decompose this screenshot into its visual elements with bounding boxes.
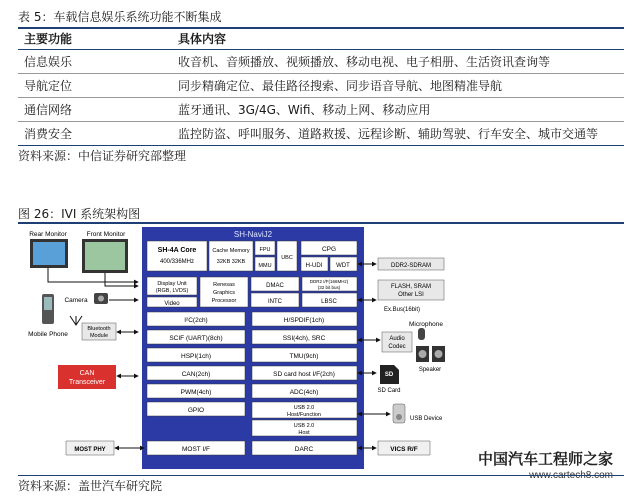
display-unit-label: Display Unit [157,281,187,287]
audio-codec-line-1: Audio [389,336,405,342]
table-source: 资料来源：中信证券研究部整理 [18,149,187,163]
most-if-label: MOST I/F [181,446,211,453]
speaker-cone-icon [419,350,427,358]
audio-codec-line-2: Codec [388,344,406,350]
mobile-phone-screen [44,297,52,310]
peripheral-label: SCIF (UART)(8ch) [169,335,223,342]
figure-caption: 图 26：IVI 系统架构图 [18,207,141,221]
table-cell: 导航定位 [18,73,172,97]
usb-device-icon [393,404,405,423]
usb-function-line-1: USB 2.0 [293,405,315,411]
peripheral-label: HSPI(1ch) [181,353,211,360]
usb-host-line-1: USB 2.0 [293,423,315,429]
lbsc-label: LBSC [321,299,337,305]
mmu-label: MMU [258,263,272,269]
usb-function-line-2: Host/Function [287,412,321,418]
fpu-label: FPU [259,247,271,253]
table-row [18,97,624,121]
table-cell: 信息娱乐 [18,49,172,73]
display-unit-sub: (RGB, LVDS) [155,288,189,294]
flash-line-1: FLASH, SRAM [390,284,432,290]
cache-block [209,241,253,271]
table-row [18,49,624,73]
exbus-label: Ex.Bus(16bit) [384,307,421,313]
sd-card-text: SD [384,372,394,378]
peripheral-label: I²C(2ch) [184,317,208,324]
vics-label: VICS R/F [390,446,418,453]
front-monitor-screen [85,242,125,270]
table-row [18,73,624,97]
intc-label: INTC [268,299,282,305]
core-freq: 400/336MHz [159,259,195,265]
bluetooth-line-2: Module [89,333,109,339]
table-cell: 通信网络 [18,97,172,121]
peripheral-label: TMU(9ch) [289,353,319,360]
sd-card-label: SD Card [377,388,401,394]
table-cell: 监控防盗、呼叫服务、道路救援、远程诊断、辅助驾驶、行车安全、城市交通等 [172,121,624,145]
microphone-icon [418,328,425,340]
usb-host-line-2: Host [298,430,310,436]
peripheral-label: PWM(4ch) [180,389,212,396]
table-row [18,121,624,145]
table-caption: 表 5：车载信息娱乐系统功能不断集成 [18,10,222,24]
peripheral-label: ADC(4ch) [289,389,319,396]
renesas-line-2: Graphics [212,290,236,296]
can-transceiver-line-2: Transceiver [68,379,106,386]
wdt-label: WDT [336,263,350,269]
table-header-cell: 主要功能 [18,28,172,49]
microphone-label: Microphone [409,321,443,328]
rear-monitor-label: Rear Monitor [29,231,67,238]
cache-size: 32KB 32KB [216,259,246,265]
rear-monitor-screen [33,242,65,265]
usb-device-wheel-icon [396,414,402,420]
table-cell: 收音机、音频播放、视频播放、移动电视、电子相册、生活资讯查询等 [172,49,624,73]
ddr-if-sub: (32 bit bus) [317,285,341,290]
cache-label: Cache Memory [212,248,250,254]
camera-label: Camera [64,297,88,304]
renesas-line-3: Processor [211,298,237,304]
figure-bottom-rule [18,475,624,476]
peripheral-label: SD card host I/F(2ch) [273,371,335,378]
watermark-logo: 中国汽车工程师之家 [477,451,613,468]
function-table [18,27,624,146]
peripheral-label: CAN(2ch) [181,371,211,378]
front-monitor-connector [105,273,138,286]
peripheral-label: GPIO [187,407,205,414]
antenna-icon [70,316,82,325]
hudi-label: H-UDI [305,263,323,269]
table-cell: 消费安全 [18,121,172,145]
table-header-cell: 具体内容 [172,28,624,49]
core-block [147,241,207,271]
mobile-phone-label: Mobile Phone [28,331,68,338]
cpg-label: CPG [321,246,337,253]
ddr-if-label: DDR2 I/F(166MHz) [309,279,349,284]
core-label: SH-4A Core [157,247,197,254]
dmac-label: DMAC [266,283,284,289]
ivi-architecture-diagram [18,224,624,474]
video-label: Video [164,301,180,307]
table-header-row [18,28,624,49]
table-cell: 蓝牙通讯、3G/4G、Wifi、移动上网、移动应用 [172,97,624,121]
front-monitor-label: Front Monitor [86,231,126,238]
darc-label: DARC [294,446,314,453]
bluetooth-line-1: Bluetooth [87,326,111,332]
camera-lens-icon [98,296,104,302]
flash-line-2: Other LSI [398,292,424,298]
ddr2-sdram-label: DDR2-SDRAM [390,263,432,269]
ubc-label: UBC [281,255,293,261]
speaker-cone-icon [435,350,443,358]
chip-title: SH-NaviJ2 [233,230,273,239]
can-transceiver-line-1: CAN [79,370,95,377]
peripheral-label: H/SPDIF(1ch) [283,317,325,324]
table-cell: 同步精确定位、最佳路径搜索、同步语音导航、地图精准导航 [172,73,624,97]
speaker-label: Speaker [418,367,442,373]
renesas-line-1: Renesas [213,282,235,288]
peripheral-label: SSI(4ch), SRC [282,335,326,342]
most-phy-label: MOST PHY [74,447,106,453]
usb-device-label: USB Device [410,416,443,422]
figure-source: 资料来源：盖世汽车研究院 [18,479,163,493]
